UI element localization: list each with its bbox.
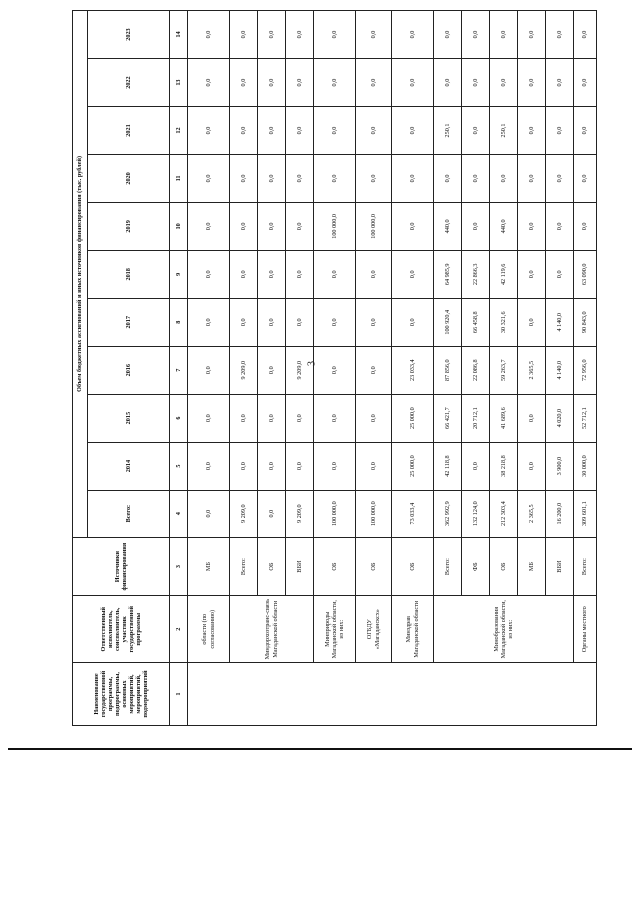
table-row xyxy=(392,11,434,726)
year-value-cell: 0,0 xyxy=(392,202,434,250)
year-value-cell: 0,0 xyxy=(462,11,490,59)
year-value-cell: 0,0 xyxy=(356,11,392,59)
year-value-cell: 0,0 xyxy=(518,11,546,59)
year-value-cell: 9 209,0 xyxy=(286,346,314,394)
year-value-cell: 0,0 xyxy=(188,442,230,490)
year-value-cell: 0,0 xyxy=(286,11,314,59)
year-value-cell: 0,0 xyxy=(258,394,286,442)
funding-source-cell: Всего: xyxy=(230,537,258,596)
page-number: 3 xyxy=(306,361,318,366)
total-value-cell: 9 209,0 xyxy=(230,490,258,537)
total-value-cell: 73 033,4 xyxy=(392,490,434,537)
table-row xyxy=(356,11,392,726)
total-value-cell: 132 124,0 xyxy=(462,490,490,537)
year-value-cell: 0,0 xyxy=(434,154,462,202)
year-value-cell: 0,0 xyxy=(188,202,230,250)
column-number: 6 xyxy=(170,394,188,442)
column-number: 4 xyxy=(170,490,188,537)
year-value-cell: 0,0 xyxy=(546,59,574,107)
year-value-cell: 0,0 xyxy=(230,107,258,155)
year-value-cell: 0,0 xyxy=(286,298,314,346)
column-number-row xyxy=(170,11,188,726)
table-row xyxy=(434,11,462,726)
year-value-cell: 0,0 xyxy=(314,11,356,59)
year-value-cell: 4 020,0 xyxy=(546,394,574,442)
year-value-cell: 100 000,0 xyxy=(356,202,392,250)
funding-source-cell: Всего: xyxy=(434,537,462,596)
responsible-cell: Органы местного xyxy=(574,596,597,663)
year-value-cell: 23 033,4 xyxy=(392,346,434,394)
year-value-cell: 440,0 xyxy=(434,202,462,250)
year-value-cell: 0,0 xyxy=(574,11,597,59)
year-value-cell: 0,0 xyxy=(392,154,434,202)
year-value-cell: 0,0 xyxy=(356,298,392,346)
year-value-cell: 0,0 xyxy=(286,59,314,107)
year-value-cell: 64 985,9 xyxy=(434,250,462,298)
year-value-cell: 0,0 xyxy=(462,154,490,202)
total-value-cell: 2 365,5 xyxy=(518,490,546,537)
table-row xyxy=(574,11,597,726)
year-value-cell: 0,0 xyxy=(314,154,356,202)
total-value-cell: 362 992,9 xyxy=(434,490,462,537)
year-value-cell: 41 689,6 xyxy=(490,394,518,442)
year-value-cell: 0,0 xyxy=(286,394,314,442)
year-value-cell: 0,0 xyxy=(258,11,286,59)
column-number: 8 xyxy=(170,298,188,346)
responsible-cell: Минобразования Магаданской области, из них: xyxy=(434,596,574,663)
year-value-cell: 90 843,0 xyxy=(574,298,597,346)
funding-source-cell: МБ xyxy=(518,537,546,596)
year-value-cell: 0,0 xyxy=(188,107,230,155)
year-value-cell: 38 218,8 xyxy=(490,442,518,490)
year-value-cell: 9 209,0 xyxy=(230,346,258,394)
funding-source-cell: ОБ xyxy=(314,537,356,596)
header-year: 2018 xyxy=(88,250,170,298)
year-value-cell: 0,0 xyxy=(518,298,546,346)
year-value-cell: 0,0 xyxy=(392,250,434,298)
year-value-cell: 0,0 xyxy=(546,11,574,59)
header-year: 2020 xyxy=(88,154,170,202)
year-value-cell: 0,0 xyxy=(392,107,434,155)
year-value-cell: 0,0 xyxy=(258,442,286,490)
year-value-cell: 0,0 xyxy=(258,154,286,202)
year-value-cell: 0,0 xyxy=(546,154,574,202)
column-number: 9 xyxy=(170,250,188,298)
year-value-cell: 66 458,8 xyxy=(462,298,490,346)
year-value-cell: 63 090,0 xyxy=(574,250,597,298)
year-value-cell: 0,0 xyxy=(518,250,546,298)
year-value-cell: 0,0 xyxy=(518,59,546,107)
year-value-cell: 0,0 xyxy=(188,394,230,442)
header-responsible: Ответственный исполнитель, соисполнитель, участник государственной программы xyxy=(73,596,170,663)
year-value-cell: 0,0 xyxy=(356,442,392,490)
year-value-cell: 0,0 xyxy=(462,202,490,250)
year-value-cell: 0,0 xyxy=(518,107,546,155)
year-value-cell: 0,0 xyxy=(230,298,258,346)
responsible-cell: Минприроды Магаданской области, из них: xyxy=(314,596,356,663)
table-row xyxy=(188,11,230,726)
year-value-cell: 0,0 xyxy=(314,442,356,490)
year-value-cell: 0,0 xyxy=(314,59,356,107)
year-value-cell: 0,0 xyxy=(258,298,286,346)
year-value-cell: 0,0 xyxy=(286,154,314,202)
year-value-cell: 0,0 xyxy=(518,394,546,442)
year-value-cell: 0,0 xyxy=(188,11,230,59)
year-value-cell: 0,0 xyxy=(230,250,258,298)
column-number: 13 xyxy=(170,59,188,107)
year-value-cell: 0,0 xyxy=(490,154,518,202)
year-value-cell: 0,0 xyxy=(392,298,434,346)
year-value-cell: 0,0 xyxy=(286,250,314,298)
year-value-cell: 0,0 xyxy=(518,154,546,202)
column-number: 10 xyxy=(170,202,188,250)
year-value-cell: 0,0 xyxy=(314,298,356,346)
year-value-cell: 87 856,0 xyxy=(434,346,462,394)
year-value-cell: 0,0 xyxy=(258,346,286,394)
year-value-cell: 0,0 xyxy=(258,107,286,155)
year-value-cell: 0,0 xyxy=(258,202,286,250)
total-value-cell: 100 000,0 xyxy=(314,490,356,537)
header-year: 2017 xyxy=(88,298,170,346)
total-value-cell: 9 209,0 xyxy=(286,490,314,537)
header-year: 2019 xyxy=(88,202,170,250)
responsible-cell: Миндорхозтранс-связь Магаданской области xyxy=(230,596,314,663)
total-value-cell: 16 200,0 xyxy=(546,490,574,537)
year-value-cell: 0,0 xyxy=(574,59,597,107)
year-value-cell: 0,0 xyxy=(518,442,546,490)
year-value-cell: 0,0 xyxy=(230,59,258,107)
header-budget-volume: Объем бюджетных ассигнований и иных источников финансирования (тыс. рублей) xyxy=(73,11,88,538)
header-year: 2021 xyxy=(88,107,170,155)
responsible-cell: области (по согласованию) xyxy=(188,596,230,663)
table-row xyxy=(314,11,356,726)
header-total: Всего: xyxy=(88,490,170,537)
total-value-cell: 0,0 xyxy=(188,490,230,537)
rotated-table-wrapper xyxy=(72,10,589,726)
total-value-cell: 0,0 xyxy=(258,490,286,537)
year-value-cell: 22 866,3 xyxy=(462,250,490,298)
year-value-cell: 0,0 xyxy=(230,442,258,490)
year-value-cell: 30 000,0 xyxy=(574,442,597,490)
year-value-cell: 25 000,0 xyxy=(392,442,434,490)
year-value-cell: 0,0 xyxy=(518,202,546,250)
header-year: 2015 xyxy=(88,394,170,442)
year-value-cell: 100 000,0 xyxy=(314,202,356,250)
year-value-cell: 0,0 xyxy=(546,202,574,250)
funding-source-cell: ВБИ xyxy=(286,537,314,596)
year-value-cell: 0,0 xyxy=(356,107,392,155)
year-value-cell: 3 900,0 xyxy=(546,442,574,490)
year-value-cell: 100 920,4 xyxy=(434,298,462,346)
year-value-cell: 0,0 xyxy=(188,59,230,107)
header-year: 2014 xyxy=(88,442,170,490)
year-value-cell: 250,1 xyxy=(490,107,518,155)
year-value-cell: 0,0 xyxy=(574,107,597,155)
year-value-cell: 0,0 xyxy=(314,394,356,442)
year-value-cell: 0,0 xyxy=(392,59,434,107)
year-value-cell: 0,0 xyxy=(286,442,314,490)
year-value-cell: 0,0 xyxy=(188,250,230,298)
header-year: 2022 xyxy=(88,59,170,107)
year-value-cell: 0,0 xyxy=(356,59,392,107)
year-value-cell: 0,0 xyxy=(434,11,462,59)
total-value-cell: 100 000,0 xyxy=(356,490,392,537)
column-number: 12 xyxy=(170,107,188,155)
year-value-cell: 0,0 xyxy=(230,11,258,59)
year-value-cell: 0,0 xyxy=(230,202,258,250)
year-value-cell: 20 712,1 xyxy=(462,394,490,442)
column-number: 2 xyxy=(170,596,188,663)
year-value-cell: 4 140,0 xyxy=(546,346,574,394)
year-value-cell: 72 956,0 xyxy=(574,346,597,394)
program-name-cell xyxy=(188,663,597,726)
horizontal-rule xyxy=(8,748,632,750)
funding-source-cell: ОБ xyxy=(258,537,286,596)
column-number: 1 xyxy=(170,663,188,726)
year-value-cell: 0,0 xyxy=(490,59,518,107)
total-value-cell: 212 303,4 xyxy=(490,490,518,537)
year-value-cell: 4 140,0 xyxy=(546,298,574,346)
column-number: 3 xyxy=(170,537,188,596)
year-value-cell: 250,1 xyxy=(434,107,462,155)
year-value-cell: 0,0 xyxy=(356,394,392,442)
year-value-cell: 42 119,6 xyxy=(490,250,518,298)
year-value-cell: 0,0 xyxy=(314,107,356,155)
year-value-cell: 22 086,8 xyxy=(462,346,490,394)
year-value-cell: 42 118,8 xyxy=(434,442,462,490)
year-value-cell: 0,0 xyxy=(286,202,314,250)
year-value-cell: 0,0 xyxy=(392,11,434,59)
total-value-cell: 309 601,1 xyxy=(574,490,597,537)
year-value-cell: 0,0 xyxy=(574,202,597,250)
year-value-cell: 0,0 xyxy=(230,154,258,202)
year-value-cell: 52 712,1 xyxy=(574,394,597,442)
year-value-cell: 0,0 xyxy=(574,154,597,202)
column-number: 14 xyxy=(170,11,188,59)
year-value-cell: 0,0 xyxy=(356,154,392,202)
year-value-cell: 0,0 xyxy=(356,346,392,394)
responsible-cell: Минздрав Магаданской области xyxy=(392,596,434,663)
year-value-cell: 0,0 xyxy=(546,250,574,298)
year-value-cell: 0,0 xyxy=(546,107,574,155)
header-program-name: Наименование государственной программы, подпрограммы, основных мероприятий, мероприятий, подмероприятий xyxy=(73,663,170,726)
year-value-cell: 0,0 xyxy=(434,59,462,107)
funding-source-cell: ОБ xyxy=(490,537,518,596)
year-value-cell: 0,0 xyxy=(490,11,518,59)
funding-source-cell: Всего: xyxy=(574,537,597,596)
year-value-cell: 0,0 xyxy=(314,250,356,298)
year-value-cell: 0,0 xyxy=(188,298,230,346)
financing-table xyxy=(72,10,597,726)
table-row xyxy=(230,11,258,726)
year-value-cell: 59 263,7 xyxy=(490,346,518,394)
header-year: 2023 xyxy=(88,11,170,59)
responsible-cell: ОГБДУ «Магадансксх» xyxy=(356,596,392,663)
year-value-cell: 0,0 xyxy=(462,107,490,155)
year-value-cell: 0,0 xyxy=(286,107,314,155)
funding-source-cell: ФБ xyxy=(462,537,490,596)
column-number: 11 xyxy=(170,154,188,202)
header-row-group xyxy=(73,11,88,726)
funding-source-cell: ОБ xyxy=(392,537,434,596)
year-value-cell: 0,0 xyxy=(462,442,490,490)
funding-source-cell: МБ xyxy=(188,537,230,596)
year-value-cell: 0,0 xyxy=(314,346,356,394)
column-number: 7 xyxy=(170,346,188,394)
year-value-cell: 0,0 xyxy=(230,394,258,442)
column-number: 5 xyxy=(170,442,188,490)
year-value-cell: 66 421,7 xyxy=(434,394,462,442)
year-value-cell: 440,0 xyxy=(490,202,518,250)
year-value-cell: 0,0 xyxy=(188,346,230,394)
year-value-cell: 25 000,0 xyxy=(392,394,434,442)
year-value-cell: 0,0 xyxy=(462,59,490,107)
year-value-cell: 30 321,6 xyxy=(490,298,518,346)
header-funding-source: Источники финансирования xyxy=(73,537,170,596)
funding-source-cell: ВБИ xyxy=(546,537,574,596)
year-value-cell: 0,0 xyxy=(188,154,230,202)
year-value-cell: 0,0 xyxy=(356,250,392,298)
year-value-cell: 2 365,5 xyxy=(518,346,546,394)
funding-source-cell: ОБ xyxy=(356,537,392,596)
header-year: 2016 xyxy=(88,346,170,394)
year-value-cell: 0,0 xyxy=(258,250,286,298)
year-value-cell: 0,0 xyxy=(258,59,286,107)
